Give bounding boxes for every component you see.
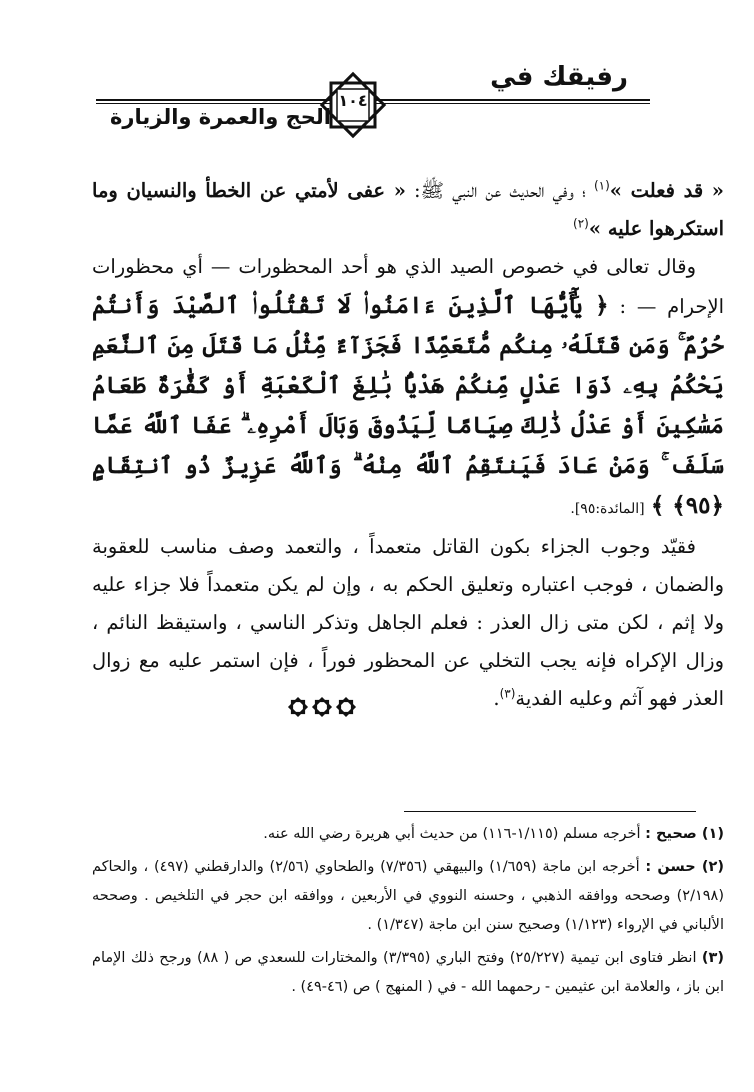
book-title: رفيقك في xyxy=(490,62,628,92)
paragraph-hadith xyxy=(92,172,724,248)
page-number: ١٠٤ xyxy=(338,91,368,110)
footnote-label: (٢) حسن : xyxy=(645,859,724,875)
footnote-marker: (٣) xyxy=(499,686,516,701)
ayah-intro: وقال تعالى في خصوص الصيد الذي هو أحد المحظورات — أي محظورات الإحرام — : xyxy=(92,255,725,318)
quote-text: « قد فعلت » xyxy=(609,179,724,202)
main-text xyxy=(92,172,724,718)
paragraph-ayah xyxy=(92,248,724,528)
hadith-text: « عفى لأمتي عن الخطأ والنسيان وما استكرهوا عليه » xyxy=(92,179,724,240)
book-subtitle: الحج والعمرة والزيارة xyxy=(110,105,331,129)
verse-reference: [المائدة:٩٥]. xyxy=(570,501,645,517)
footnote-marker: (٢) xyxy=(573,216,589,231)
paragraph-ruling xyxy=(92,528,724,718)
page-header xyxy=(0,0,754,150)
footnote-2 xyxy=(92,853,724,940)
quran-verse: ﴿ يَٰٓأَيُّهَا ٱلَّذِينَ ءَامَنُوا۟ لَا تَقْتُلُوا۟ ٱلصَّيْدَ وَأَنتُمْ حُرُمٌ ۚ وَمَن قَتَلَهُۥ مِنكُم مُّتَعَمِّدًا فَجَزَآءٌ مِّثْلُ مَا قَتَلَ مِنَ ٱلنَّعَمِ يَحْكُمُ بِهِۦ ذَوَا عَدْلٍ مِّنكُمْ هَدْيًۢا بَٰلِغَ ٱلْكَعْبَةِ أَوْ كَفَّٰرَةٌ طَعَامُ مَسَٰكِينَ أَوْ عَدْلُ ذَٰلِكَ صِيَامًا لِّيَذُوقَ وَبَالَ أَمْرِهِۦ ۗ عَفَا ٱللَّهُ عَمَّا سَلَفَ ۚ وَمَنْ عَادَ فَيَنتَقِمُ ٱللَّهُ مِنْهُ ۗ وَٱللَّهُ عَزِيزٌ ذُو ٱنتِقَامٍ ﴿٩٥﴾ ﴾ xyxy=(92,292,724,519)
footnote-label: (١) صحيح : xyxy=(645,826,724,842)
footnote-marker: (١) xyxy=(593,178,610,193)
footnotes xyxy=(92,820,724,1006)
footnote-label: (٣) xyxy=(701,950,724,966)
footnote-text: أخرجه ابن ماجة (١/٦٥٩) والبيهقي (٧/٣٥٦) والطحاوي (٢/٥٦) والدارقطني (٤٩٧) ، والحاكم (٢/١٩٨) وصححه ووافقه الذهبي ، وحسنه النووي في الأربعين ، ووافقه ابن حجر في التلخيص . وصححه الألباني في الإرواء (١/١٢٣) وصحيح سنن ابن ماجة (١/٣٤٧) . xyxy=(92,859,724,933)
hadith-intro: ؛ وفي الحديث عن النبي ﷺ: xyxy=(405,179,594,202)
footnote-text: أخرجه مسلم (١/١١٥-١١٦) من حديث أبي هريرة رضي الله عنه. xyxy=(263,826,646,842)
footnote-1 xyxy=(92,820,724,849)
footnote-divider xyxy=(404,811,696,812)
ruling-end: . xyxy=(493,687,500,710)
footnote-3 xyxy=(92,944,724,1002)
section-ornament-icon xyxy=(286,696,358,718)
ruling-text: فقيّد وجوب الجزاء بكون القاتل متعمداً ، والتعمد وصف مناسب للعقوبة والضمان ، فوجب اعتباره وتعليق الحكم به ، وإن لم يكن متعمداً فلا جزاء عليه ولا إثم ، لكن متى زال العذر : فعلم الجاهل وتذكر الناسي ، واستيقظ النائم ، وزال الإكراه فإنه يجب التخلي عن المحظور فوراً ، فإن استمر عليه مع زوال العذر فهو آثم وعليه الفدية xyxy=(92,535,724,710)
footnote-text: انظر فتاوى ابن تيمية (٢٥/٢٢٧) وفتح الباري (٣/٣٩٥) والمختارات للسعدي ص ( ٨٨) ورجح ذلك الإمام ابن باز ، والعلامة ابن عثيمين - رحمهما الله - في ( المنهج ) ص (٤٦-٤٩) . xyxy=(92,950,724,995)
